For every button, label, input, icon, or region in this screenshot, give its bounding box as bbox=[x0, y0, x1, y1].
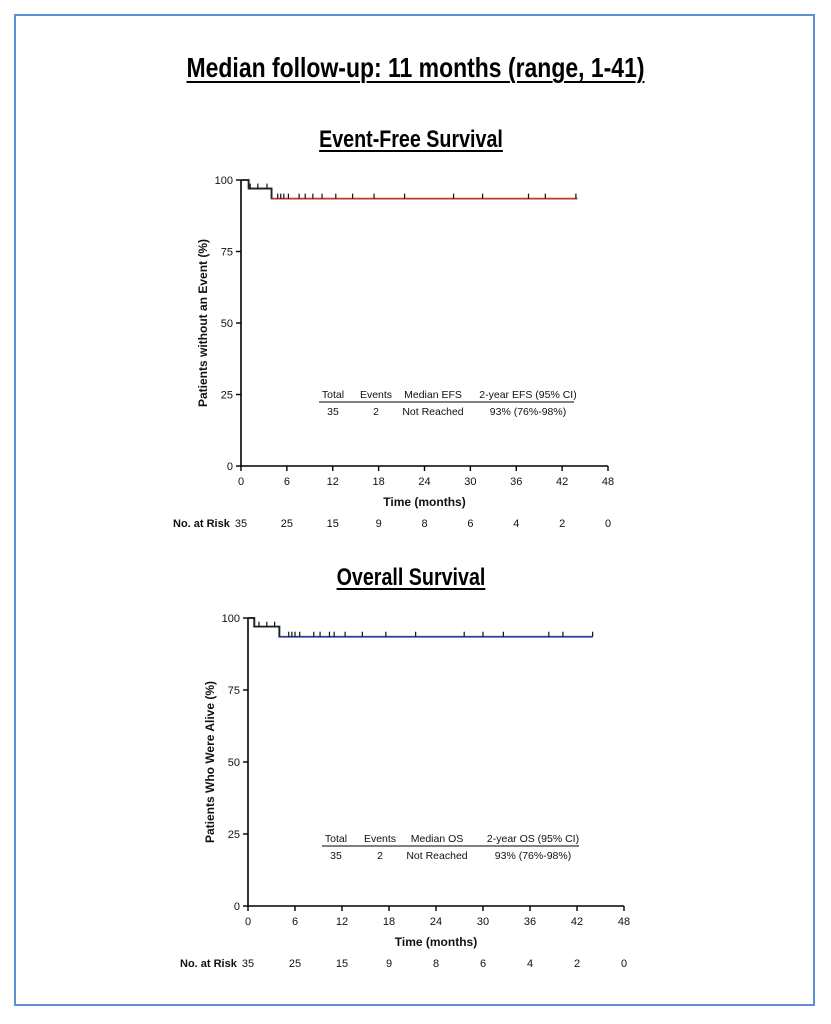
efs-x-axis-label: Time (months) bbox=[383, 495, 466, 509]
os-y-tick-label: 0 bbox=[233, 901, 240, 913]
efs-table-cell: 2 bbox=[373, 406, 379, 418]
efs-risk-count: 15 bbox=[326, 518, 339, 530]
os-y-axis-label: Patients Who Were Alive (%) bbox=[203, 680, 217, 844]
os-table-cell: 2 bbox=[377, 850, 383, 862]
efs-y-tick-label: 50 bbox=[220, 318, 233, 330]
efs-table-cell: 93% (76%-98%) bbox=[489, 406, 567, 418]
os-x-tick-label: 24 bbox=[429, 916, 443, 928]
efs-curve-early-segment bbox=[241, 180, 272, 199]
os-risk-count: 0 bbox=[620, 958, 628, 970]
efs-title-text: Event-Free Survival bbox=[319, 126, 503, 153]
efs-y-tick-label: 25 bbox=[220, 389, 233, 402]
os-y-tick-label: 75 bbox=[227, 685, 240, 697]
os-table-header: 2-year OS (95% CI) bbox=[486, 833, 580, 845]
efs-x-tick-label: 36 bbox=[510, 476, 523, 488]
efs-y-axis-label: Patients without an Event (%) bbox=[196, 238, 210, 408]
efs-risk-count: 4 bbox=[513, 518, 520, 530]
efs-risk-count: 8 bbox=[421, 518, 428, 530]
efs-risk-count: 2 bbox=[559, 518, 566, 530]
os-risk-count: 35 bbox=[241, 958, 255, 970]
efs-table-header: Events bbox=[359, 389, 393, 401]
efs-risk-count: 9 bbox=[375, 518, 382, 530]
os-y-tick-label: 50 bbox=[227, 757, 240, 769]
efs-risk-count: 35 bbox=[234, 518, 248, 530]
os-table-header: Total bbox=[324, 833, 348, 845]
efs-risk-label: No. at Risk bbox=[173, 518, 230, 530]
os-x-tick-label: 12 bbox=[335, 916, 349, 928]
os-x-tick-label: 30 bbox=[476, 916, 490, 928]
os-risk-count: 4 bbox=[526, 958, 534, 970]
os-y-tick-label: 100 bbox=[221, 613, 240, 625]
os-x-axis-label: Time (months) bbox=[394, 935, 478, 949]
efs-y-tick-label: 75 bbox=[220, 246, 233, 259]
efs-x-tick-label: 6 bbox=[283, 476, 290, 488]
os-risk-count: 8 bbox=[432, 958, 440, 970]
os-table-header: Median OS bbox=[410, 833, 464, 845]
os-x-tick-label: 48 bbox=[617, 916, 631, 928]
os-table-cell: 35 bbox=[330, 850, 342, 862]
os-risk-count: 25 bbox=[288, 958, 302, 970]
efs-table-cell: Not Reached bbox=[402, 406, 464, 418]
os-risk-count: 15 bbox=[335, 958, 349, 970]
efs-x-tick-label: 48 bbox=[601, 476, 615, 488]
efs-y-tick-label: 0 bbox=[226, 461, 233, 473]
efs-x-tick-label: 24 bbox=[418, 476, 431, 488]
os-title-text: Overall Survival bbox=[336, 564, 486, 591]
os-table-cell: Not Reached bbox=[406, 850, 468, 862]
efs-table-cell: 35 bbox=[327, 406, 339, 418]
efs-x-tick-label: 30 bbox=[464, 476, 477, 488]
os-risk-label: No. at Risk bbox=[180, 958, 237, 970]
os-x-tick-label: 18 bbox=[382, 916, 396, 928]
os-curve-early-segment bbox=[248, 618, 279, 637]
efs-risk-count: 6 bbox=[467, 518, 474, 530]
os-table-header: Events bbox=[363, 833, 397, 845]
efs-x-tick-label: 0 bbox=[237, 476, 245, 488]
efs-survival-curve bbox=[241, 180, 577, 199]
os-risk-count: 6 bbox=[479, 958, 487, 970]
efs-x-tick-label: 18 bbox=[372, 476, 385, 488]
os-y-tick-label: 25 bbox=[227, 829, 240, 841]
efs-table-header: Total bbox=[321, 389, 345, 401]
efs-y-tick-label: 100 bbox=[214, 175, 233, 187]
efs-risk-count: 0 bbox=[604, 518, 612, 530]
efs-table-header: Median EFS bbox=[404, 389, 462, 401]
efs-x-tick-label: 12 bbox=[326, 476, 339, 488]
os-risk-count: 2 bbox=[573, 958, 581, 970]
os-table-cell: 93% (76%-98%) bbox=[494, 850, 572, 862]
efs-risk-count: 25 bbox=[280, 518, 293, 530]
os-x-tick-label: 36 bbox=[523, 916, 537, 928]
page-title-text: Median follow-up: 11 months (range, 1-41) bbox=[186, 52, 645, 83]
efs-x-tick-label: 42 bbox=[556, 476, 569, 488]
os-risk-count: 9 bbox=[385, 958, 393, 970]
os-x-tick-label: 42 bbox=[570, 916, 584, 928]
os-x-tick-label: 6 bbox=[291, 916, 299, 928]
os-x-tick-label: 0 bbox=[244, 916, 252, 928]
efs-table-header: 2-year EFS (95% CI) bbox=[479, 389, 577, 401]
